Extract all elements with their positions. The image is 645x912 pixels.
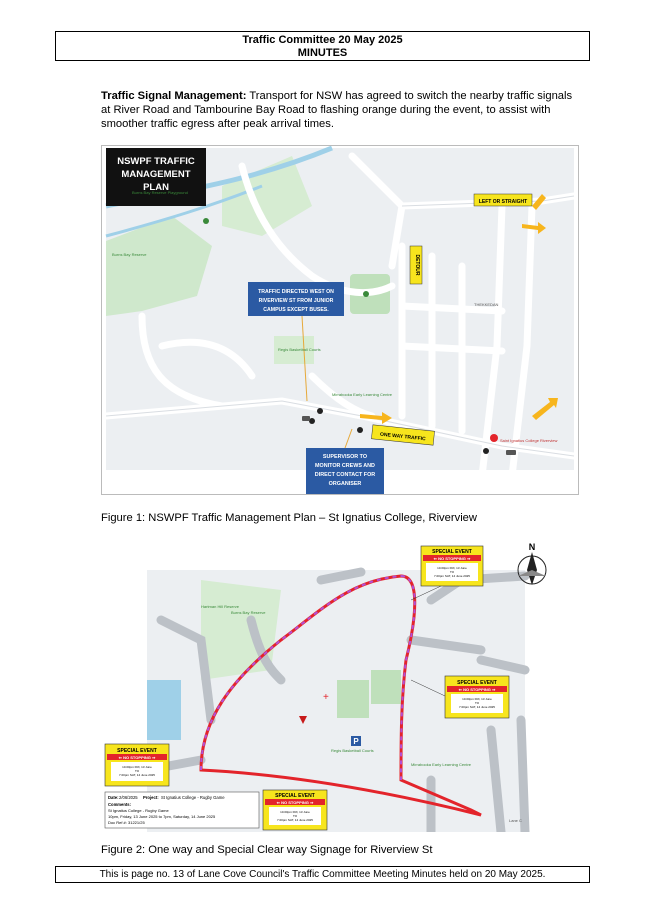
plan-title-2: MANAGEMENT bbox=[121, 169, 191, 180]
sign-left-straight: LEFT OR STRAIGHT bbox=[478, 199, 528, 205]
svg-text:7.00pm SAT, 14 June 2025: 7.00pm SAT, 14 June 2025 bbox=[434, 574, 470, 578]
svg-text:SPECIAL EVENT: SPECIAL EVENT bbox=[457, 680, 497, 686]
svg-text:TO: TO bbox=[292, 814, 298, 818]
callout-west-1: TRAFFIC DIRECTED WEST ON bbox=[258, 289, 334, 295]
callout-west-2: RIVERVIEW ST FROM JUNIOR bbox=[258, 298, 334, 304]
svg-text:SPECIAL EVENT: SPECIAL EVENT bbox=[432, 549, 472, 555]
svg-text:Date:: Date: bbox=[108, 795, 119, 800]
plan-title-3: PLAN bbox=[143, 182, 169, 193]
svg-text:⇐ NO STOPPING ⇒: ⇐ NO STOPPING ⇒ bbox=[276, 800, 314, 805]
special-event-sign bbox=[263, 790, 327, 830]
compass-icon bbox=[518, 552, 546, 585]
footer-text: This is page no. 13 of Lane Cove Council's Traffic Committee Meeting Minutes held on 20 May 2025. bbox=[99, 869, 546, 880]
svg-text:10pm, Friday, 13 June 2025 to: 10pm, Friday, 13 June 2025 to 7pm, Saturday, 14 June 2025 bbox=[108, 814, 216, 819]
special-event-sign bbox=[105, 744, 169, 786]
label-college: Saint Ignatius College Riverview bbox=[500, 438, 558, 443]
special-event-sign bbox=[445, 676, 509, 718]
supervisor-1: SUPERVISOR TO bbox=[322, 454, 368, 460]
north-label: N bbox=[528, 542, 536, 552]
plan-title-1: NSWPF TRAFFIC bbox=[117, 156, 195, 167]
svg-text:Comments:: Comments: bbox=[108, 802, 132, 807]
svg-text:TO: TO bbox=[474, 701, 480, 705]
supervisor-2: MONITOR CREWS AND bbox=[315, 463, 375, 469]
svg-text:TO: TO bbox=[134, 769, 140, 773]
svg-text:10.00pm FRI, 13 June: 10.00pm FRI, 13 June bbox=[122, 765, 152, 769]
crosshair-icon: + bbox=[323, 692, 329, 703]
svg-text:⇐ NO STOPPING ⇒: ⇐ NO STOPPING ⇒ bbox=[433, 556, 471, 561]
svg-text:7.00pm SAT, 14 June 2025: 7.00pm SAT, 14 June 2025 bbox=[119, 773, 155, 777]
page-footer bbox=[55, 866, 590, 883]
svg-text:7.00pm SAT, 14 June 2025: 7.00pm SAT, 14 June 2025 bbox=[459, 705, 495, 709]
svg-text:SPECIAL EVENT: SPECIAL EVENT bbox=[275, 793, 315, 799]
label-basketball: Regis Basketball Courts bbox=[278, 347, 321, 352]
label-playground: Burns Bay Reserve Playground bbox=[132, 190, 188, 195]
svg-text:St Ignatius College - Rugby Ga: St Ignatius College - Rugby Game bbox=[108, 808, 169, 813]
svg-text:Project:: Project: bbox=[143, 795, 159, 800]
paragraph-heading: Traffic Signal Management: bbox=[101, 90, 247, 102]
header-subtitle: MINUTES bbox=[297, 47, 348, 59]
figure-1-caption: Figure 1: NSWPF Traffic Management Plan – St Ignatius College, Riverview bbox=[101, 512, 477, 524]
label-hartman: Hartman Hill Reserve bbox=[201, 604, 240, 609]
sign-one-way: ONE WAY TRAFFIC bbox=[379, 431, 426, 443]
special-event-sign bbox=[421, 546, 483, 586]
svg-text:10.00pm FRI, 13 June: 10.00pm FRI, 13 June bbox=[437, 566, 467, 570]
document-header bbox=[55, 31, 590, 61]
label-reserve: Burns Bay Reserve bbox=[231, 610, 266, 615]
svg-text:⇐ NO STOPPING ⇒: ⇐ NO STOPPING ⇒ bbox=[118, 755, 156, 760]
label-early: Mirrabooka Early Learning Centre bbox=[411, 762, 472, 767]
label-basketball: Regis Basketball Courts bbox=[331, 748, 374, 753]
label-thekkedan: THEKKEDAN bbox=[474, 302, 499, 307]
figure-2-caption: Figure 2: One way and Special Clear way Signage for Riverview St bbox=[101, 844, 433, 856]
info-box bbox=[105, 792, 259, 828]
svg-text:SPECIAL EVENT: SPECIAL EVENT bbox=[117, 748, 157, 754]
body-paragraph bbox=[101, 89, 579, 131]
signage-map bbox=[101, 540, 579, 832]
park-pin-icon bbox=[203, 218, 209, 224]
figure-2-map bbox=[101, 540, 579, 832]
svg-text:St Ignatius College - Rugby Ga: St Ignatius College - Rugby Game bbox=[161, 795, 225, 800]
figure-1-map bbox=[101, 145, 579, 495]
parking-label: P bbox=[353, 737, 359, 746]
label-early-learning: Mirrabooka Early Learning Centre bbox=[332, 392, 393, 397]
svg-text:10.00pm FRI, 13 June: 10.00pm FRI, 13 June bbox=[462, 697, 492, 701]
callout-west-3: CAMPUS EXCEPT BUSES. bbox=[263, 307, 329, 313]
svg-text:Doc Ref #: 31221/25: Doc Ref #: 31221/25 bbox=[108, 820, 145, 825]
svg-text:TO: TO bbox=[449, 570, 455, 574]
location-pin-icon bbox=[490, 434, 498, 442]
svg-text:10.00pm FRI, 13 June: 10.00pm FRI, 13 June bbox=[280, 810, 310, 814]
header-title: Traffic Committee 20 May 2025 bbox=[242, 34, 403, 46]
sign-detour: DETOUR bbox=[414, 254, 420, 276]
park-pin-icon bbox=[363, 291, 369, 297]
svg-text:7.00pm SAT, 14 June 2025: 7.00pm SAT, 14 June 2025 bbox=[277, 818, 313, 822]
label-burns-bay: Burns Bay Reserve bbox=[112, 252, 147, 257]
supervisor-4: ORGANISER bbox=[328, 481, 362, 487]
traffic-plan-map bbox=[102, 146, 578, 494]
supervisor-3: DIRECT CONTACT FOR bbox=[314, 472, 376, 478]
paragraph-text: Transport for NSW has agreed to switch the nearby traffic signals at River Road and Tambourine Bay Road to flashing orange during the event, to assist with smoother traffic egress after peak arrival times. bbox=[101, 90, 573, 130]
svg-text:⇐ NO STOPPING ⇒: ⇐ NO STOPPING ⇒ bbox=[458, 687, 496, 692]
label-lane-cove: Lane C bbox=[509, 818, 522, 823]
svg-text:2/06/2025: 2/06/2025 bbox=[119, 795, 138, 800]
